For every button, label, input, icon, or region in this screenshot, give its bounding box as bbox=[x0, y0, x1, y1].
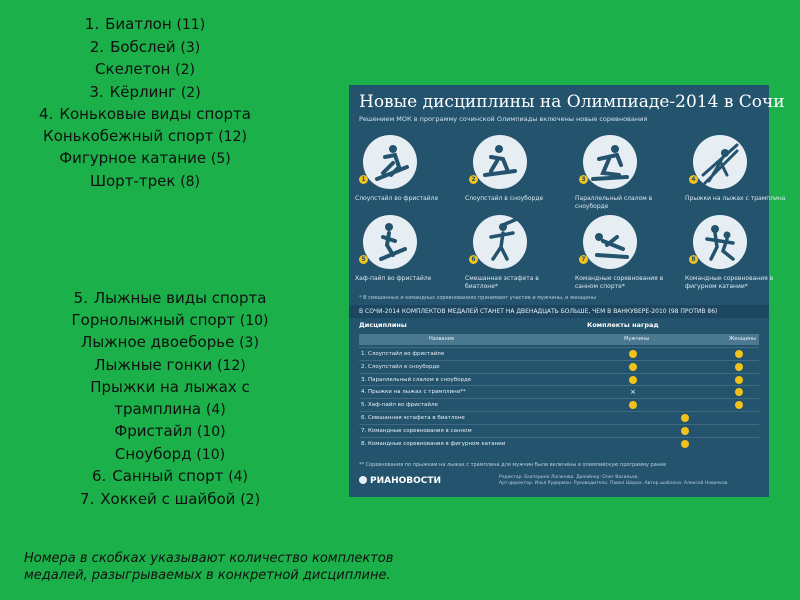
medal-count: (11) bbox=[176, 17, 206, 33]
discipline-label: Командные соревнования в санном спорте* bbox=[575, 275, 664, 290]
row-name: 7. Командные соревнования в санном bbox=[361, 427, 472, 434]
medal-count: (4) bbox=[228, 469, 249, 485]
medal-count: (10) bbox=[196, 446, 226, 463]
list-item bbox=[60, 489, 280, 512]
list-item bbox=[60, 332, 280, 355]
men-medal-dot bbox=[629, 376, 637, 384]
infographic-title: Новые дисциплины на Олимпиаде-2014 в Сочи bbox=[359, 92, 785, 112]
medals-band: В СОЧИ-2014 КОМПЛЕКТОВ МЕДАЛЕЙ СТАНЕТ НА ДВЕНАДЦАТЬ БОЛЬШЕ, ЧЕМ В ВАНКУВЕРЕ-2010 (98 ПРОТИВ 86) bbox=[349, 305, 769, 318]
list-item bbox=[20, 148, 270, 171]
discipline-label: Слоупстайл в сноуборде bbox=[465, 195, 544, 202]
table-row bbox=[359, 360, 759, 373]
discipline-number: 3 bbox=[579, 175, 588, 184]
logo-text: РИАНОВОСТИ bbox=[370, 476, 442, 486]
sport-name: Сноуборд bbox=[114, 444, 192, 463]
sport-name: Коньковые виды спорта bbox=[59, 105, 251, 123]
discipline-label: Параллельный слалом в сноуборде bbox=[575, 195, 653, 210]
list-number: 6. bbox=[91, 467, 107, 485]
table-row bbox=[359, 437, 759, 450]
row-name: 1. Слоупстайл во фристайле bbox=[361, 351, 445, 357]
medal-count: (4) bbox=[205, 401, 226, 418]
discipline-label: Прыжки на лыжах с трамплина bbox=[685, 195, 786, 202]
list-item bbox=[60, 444, 280, 467]
credits bbox=[499, 475, 729, 487]
sport-name: Хоккей с шайбой bbox=[100, 489, 236, 508]
list-number: 3. bbox=[89, 82, 104, 101]
table-row bbox=[359, 398, 759, 411]
list-number: 4. bbox=[39, 105, 54, 123]
discipline-number: 6 bbox=[469, 255, 478, 264]
list-number: 2. bbox=[89, 37, 105, 56]
discipline-number: 8 bbox=[689, 255, 698, 264]
infographic-subtitle: Решением МОК в программу сочинской Олимпиады включены новые соревнования bbox=[359, 115, 648, 123]
list-item bbox=[20, 104, 270, 126]
sport-name: Фристайл bbox=[114, 422, 193, 440]
medal-count: (10) bbox=[196, 424, 226, 440]
list-item bbox=[20, 171, 270, 194]
asterisk-note: * В смешанных и командных соревнованиях принимают участие и мужчины, и женщины bbox=[359, 295, 596, 301]
mixed-medal-dot bbox=[681, 440, 689, 448]
sport-name: Кёрлинг bbox=[109, 82, 177, 101]
sport-name: Лыжные виды спорта bbox=[93, 289, 267, 307]
globe-icon bbox=[359, 476, 367, 484]
row-name: 3. Параллельный слалом в сноуборде bbox=[361, 376, 472, 383]
table-row bbox=[359, 373, 759, 386]
list-item bbox=[20, 37, 270, 60]
discipline-number: 7 bbox=[579, 255, 588, 264]
discipline-number: 1 bbox=[359, 175, 368, 184]
discipline-card bbox=[685, 215, 787, 315]
discipline-label: Командные соревнования в фигурном катании* bbox=[685, 275, 774, 290]
men-medal-dot bbox=[629, 363, 637, 371]
list-item bbox=[20, 59, 270, 82]
sport-name: Конькобежный спорт bbox=[43, 126, 214, 145]
discipline-icon bbox=[473, 215, 527, 269]
discipline-label: Слоупстайл во фристайле bbox=[355, 195, 439, 202]
list-item bbox=[20, 126, 270, 149]
discipline-icon bbox=[583, 135, 637, 189]
sub-name: Название bbox=[429, 336, 455, 342]
discipline-icon bbox=[693, 215, 747, 269]
sport-name: Шорт-трек bbox=[89, 171, 176, 190]
medal-count: (5) bbox=[210, 151, 231, 167]
list-item bbox=[20, 14, 270, 37]
list-item bbox=[60, 288, 280, 310]
sport-name: Биатлон bbox=[105, 15, 172, 33]
discipline-icon bbox=[583, 215, 637, 269]
mixed-medal-dot bbox=[681, 414, 689, 422]
medal-count: (10) bbox=[239, 312, 269, 329]
sport-name: Горнолыжный спорт bbox=[71, 310, 235, 329]
credits-line-2: Арт-директор: Илья Рудерман. Руководитель: Павел Шорох. Автор шаблона: Алексей Новичков. bbox=[499, 481, 729, 486]
medal-count: (12) bbox=[218, 128, 247, 145]
medal-count: (3) bbox=[239, 335, 259, 351]
women-medal-dot bbox=[735, 350, 743, 358]
sports-list-top bbox=[20, 14, 270, 193]
sport-name: Бобслей bbox=[110, 37, 176, 56]
sport-name: Прыжки на лыжах с трамплина bbox=[90, 378, 250, 418]
table-row bbox=[359, 424, 759, 437]
women-medal-dot bbox=[735, 401, 743, 409]
row-name: 5. Хаф-пайп во фристайле bbox=[361, 402, 438, 409]
discipline-number: 4 bbox=[689, 175, 698, 184]
discipline-icon bbox=[363, 135, 417, 189]
list-number: 1. bbox=[84, 15, 100, 33]
sub-women: Женщины bbox=[729, 336, 756, 342]
table-subheader bbox=[359, 334, 759, 345]
sport-name: Лыжные гонки bbox=[94, 355, 213, 374]
row-name: 8. Командные соревнования в фигурном катании bbox=[361, 440, 506, 447]
table-row bbox=[359, 347, 759, 360]
discipline-icon bbox=[473, 135, 527, 189]
discipline-number: 2 bbox=[469, 175, 478, 184]
medal-count: (12) bbox=[217, 357, 246, 374]
list-item bbox=[60, 466, 280, 489]
men-x-mark: × bbox=[630, 388, 636, 397]
col-disciplines: Дисциплины bbox=[359, 321, 407, 329]
discipline-label: Смешанная эстафета в биатлоне* bbox=[465, 275, 539, 290]
ria-logo bbox=[359, 476, 441, 486]
credits-line-1: Редактор: Екатерина Логинова. Дизайнер: Олег Васильев. bbox=[499, 475, 639, 480]
discipline-number: 5 bbox=[359, 255, 368, 264]
table-row bbox=[359, 411, 759, 424]
medal-count: (2) bbox=[180, 84, 201, 101]
list-item bbox=[60, 377, 280, 421]
list-number: 7. bbox=[79, 489, 95, 508]
row-name: 4. Прыжки на лыжах с трамплина** bbox=[361, 389, 466, 396]
row-name: 6. Смешанная эстафета в биатлоне bbox=[361, 415, 465, 421]
sport-name: Скелетон bbox=[95, 60, 171, 78]
discipline-icon bbox=[363, 215, 417, 269]
discipline-label: Хаф-пайп во фристайле bbox=[355, 275, 432, 282]
discipline-icon bbox=[693, 135, 747, 189]
list-item bbox=[60, 355, 280, 378]
medal-count: (3) bbox=[180, 39, 201, 56]
list-item bbox=[60, 310, 280, 333]
row-name: 2. Слоупстайл в сноуборде bbox=[361, 363, 440, 370]
medal-count: (2) bbox=[175, 62, 195, 78]
sports-list-bottom bbox=[60, 288, 280, 511]
medal-count: (8) bbox=[180, 173, 201, 190]
women-medal-dot bbox=[735, 376, 743, 384]
sport-name: Санный спорт bbox=[112, 467, 224, 485]
list-number: 5. bbox=[73, 289, 88, 307]
sub-men: Мужчины bbox=[624, 336, 650, 342]
infographic bbox=[349, 85, 786, 497]
bottom-note: ** Соревнования по прыжкам на лыжах с трамплина для мужчин были включены в олимпийскую программу ранее bbox=[359, 462, 667, 468]
men-medal-dot bbox=[629, 401, 637, 409]
men-medal-dot bbox=[629, 350, 637, 358]
col-sets: Комплекты наград bbox=[587, 321, 659, 329]
table-row bbox=[359, 385, 759, 398]
sport-name: Фигурное катание bbox=[59, 149, 207, 167]
women-medal-dot bbox=[735, 388, 743, 396]
mixed-medal-dot bbox=[681, 427, 689, 435]
medal-count: (2) bbox=[240, 491, 261, 508]
sport-name: Лыжное двоеборье bbox=[81, 333, 235, 351]
list-item bbox=[20, 82, 270, 105]
footnote: Номера в скобках указывают количество комплектов медалей, разыгрываемых в конкретной дисциплине. bbox=[24, 551, 394, 583]
list-item bbox=[60, 421, 280, 444]
women-medal-dot bbox=[735, 363, 743, 371]
